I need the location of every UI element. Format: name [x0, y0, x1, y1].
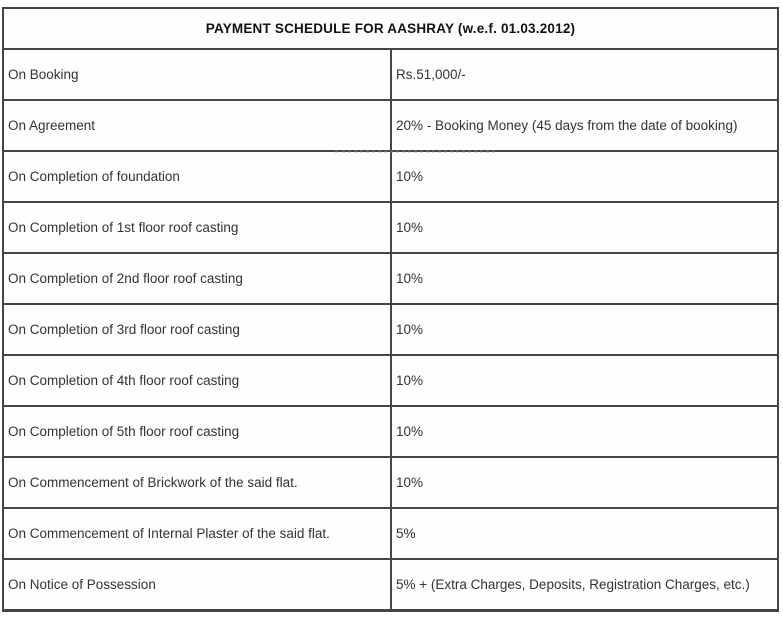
amount-cell: 20% - Booking Money (45 days from the date of booking) — [391, 100, 778, 151]
table-row — [3, 457, 778, 508]
table-row — [3, 508, 778, 559]
milestone-cell: On Commencement of Brickwork of the said flat. — [3, 457, 391, 508]
table-row — [3, 304, 778, 355]
milestone-cell: On Notice of Possession — [3, 559, 391, 611]
table-row — [3, 559, 778, 611]
table-row — [3, 151, 778, 202]
amount-cell: Rs.51,000/- — [391, 49, 778, 100]
milestone-cell: On Completion of 4th floor roof casting — [3, 355, 391, 406]
amount-cell: 10% — [391, 457, 778, 508]
amount-cell: 10% — [391, 406, 778, 457]
table-row — [3, 202, 778, 253]
table-row — [3, 355, 778, 406]
milestone-cell: On Commencement of Internal Plaster of the said flat. — [3, 508, 391, 559]
payment-table-body — [3, 49, 778, 611]
table-row — [3, 100, 778, 151]
milestone-cell: On Completion of 3rd floor roof casting — [3, 304, 391, 355]
amount-cell: 10% — [391, 151, 778, 202]
milestone-cell: On Agreement — [3, 100, 391, 151]
table-row — [3, 406, 778, 457]
milestone-cell: On Completion of 2nd floor roof casting — [3, 253, 391, 304]
amount-cell: 10% — [391, 304, 778, 355]
milestone-cell: On Booking — [3, 49, 391, 100]
amount-cell: 10% — [391, 202, 778, 253]
table-header — [3, 8, 778, 49]
amount-cell: 10% — [391, 253, 778, 304]
payment-schedule-table — [2, 7, 779, 612]
amount-cell: 10% — [391, 355, 778, 406]
payment-schedule-document — [2, 7, 777, 612]
milestone-cell: On Completion of 1st floor roof casting — [3, 202, 391, 253]
amount-cell: 5% + (Extra Charges, Deposits, Registration Charges, etc.) — [391, 559, 778, 611]
milestone-cell: On Completion of 5th floor roof casting — [3, 406, 391, 457]
title-row — [3, 8, 778, 49]
table-title: PAYMENT SCHEDULE FOR AASHRAY (w.e.f. 01.03.2012) — [3, 8, 778, 49]
table-row — [3, 253, 778, 304]
milestone-cell: On Completion of foundation — [3, 151, 391, 202]
amount-cell: 5% — [391, 508, 778, 559]
table-row — [3, 49, 778, 100]
